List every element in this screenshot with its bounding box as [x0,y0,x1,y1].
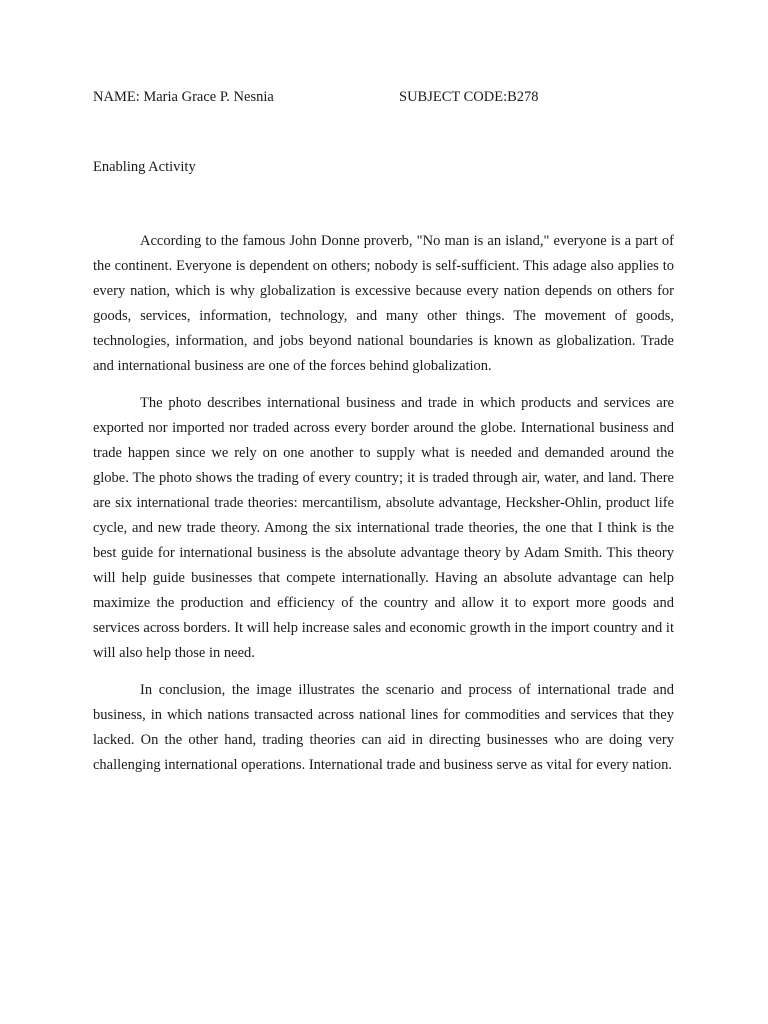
document-header [93,87,693,107]
paragraph-conclusion: In conclusion, the image illustrates the scenario and process of international trade and business, in which nations transacted across national lines for commodities and services that they lacked. On the other hand, trading theories can aid in directing businesses who are doing very challenging international operations. International trade and business serve as vital for every nation. [93,682,674,773]
document-body [93,229,674,790]
subject-code: SUBJECT CODE:B278 [399,89,539,105]
paragraph-intro: According to the famous John Donne proverb, "No man is an island," everyone is a part of the continent. Everyone is dependent on others; nobody is self-sufficient. This adage also applies to every nation, which is why globalization is excessive because every nation depends on others for goods, services, information, technology, and many other things. The movement of goods, technologies, information, and jobs beyond national boundaries is known as globalization. Trade and international business are one of the forces behind globalization. [93,233,674,374]
student-name: NAME: Maria Grace P. Nesnia [93,89,274,105]
paragraph-body: The photo describes international business and trade in which products and services are exported nor imported nor traded across every border around the globe. International business and trade happen since we rely on one another to supply what is needed and demanded around the globe. The photo shows the trading of every country; it is traded through air, water, and land. There are six international trade theories: mercantilism, absolute advantage, Hecksher-Ohlin, product life cycle, and new trade theory. Among the six international trade theories, the one that I think is the best guide for international business is the absolute advantage theory by Adam Smith. This theory will help guide businesses that compete internationally. Having an absolute advantage can help maximize the production and efficiency of the country and allow it to export more goods and services across borders. It will help increase sales and economic growth in the import country and it will also help those in need. [93,395,674,661]
document-title: Enabling Activity [93,159,196,175]
